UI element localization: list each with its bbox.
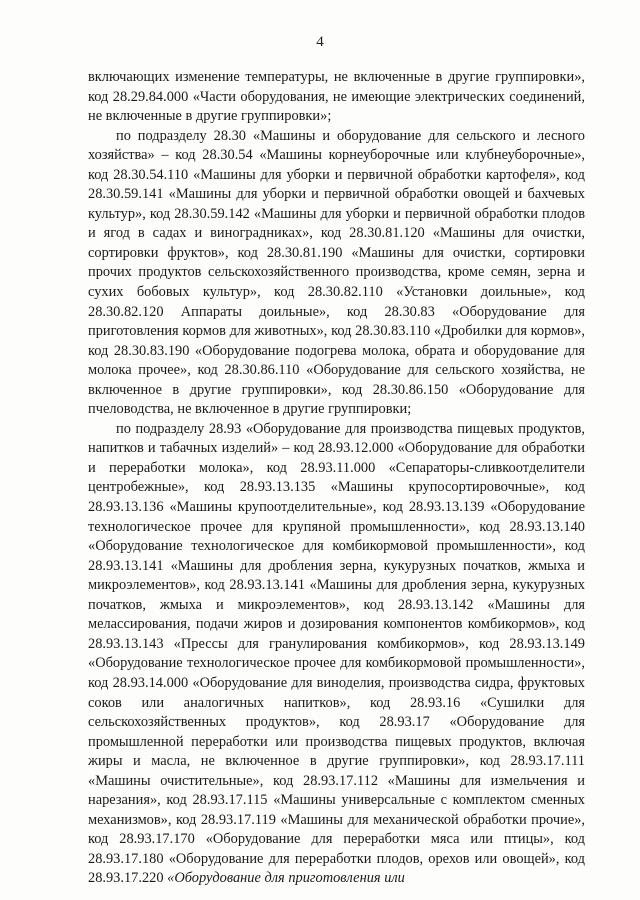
paragraph-subsection-28-93-tail: «Оборудование для приготовления или bbox=[163, 870, 405, 887]
paragraph-continuation: включающих изменение температуры, не включенные в другие группировки», код 28.29.84.000 «Части оборудования, не имеющие электрических соединений, не включенные в другие группировки»; bbox=[88, 69, 585, 125]
paragraph-subsection-28-30: по подразделу 28.30 «Машины и оборудование для сельского и лесного хозяйства» – код 28.30.54 «Машины корнеуборочные или клубнеуборочные», код 28.30.54.110 «Машины для уборки и первичной обработки картофеля», код 28.30.59.141 «Машины для уборки и первичной обработки овощей и бахчевых культур», код 28.30.59.142 «Машины для уборки и первичной обработки плодов и ягод в садах и виноградниках», код 28.30.81.120 «Машины для очистки, сортировки фруктов», код 28.30.81.190 «Машины для очистки, сортировки прочих продуктов сельскохозяйственного производства, кроме семян, зерна и сухих бобовых культур», код 28.30.82.110 «Установки доильные», код 28.30.82.120 Аппараты доильные», код 28.30.83 «Оборудование для приготовления кормов для животных», код 28.30.83.110 «Дробилки для кормов», код 28.30.83.190 «Оборудование подогрева молока, обрата и оборудование для молока прочее», код 28.30.86.110 «Оборудование для сельского хозяйства, не включенное в другие группировки», код 28.30.86.150 «Оборудование для пчеловодства, не включенное в другие группировки; bbox=[88, 127, 585, 418]
document-body bbox=[88, 68, 585, 889]
paragraph-subsection-28-93 bbox=[88, 420, 585, 889]
paragraph-subsection-28-93-text: по подразделу 28.93 «Оборудование для производства пищевых продуктов, напитков и табачных изделий» – код 28.93.12.000 «Оборудование для обработки и переработки молока», код 28.93.11.000 «Сепараторы-сливкоотделители центробежные», код 28.93.13.135 «Машины крупосортировочные», код 28.93.13.136 «Машины крупоотделительные», код 28.93.13.139 «Оборудование технологическое прочее для крупяной промышленности», код 28.93.13.140 «Оборудование технологическое для комбикормовой промышленности», код 28.93.13.141 «Машины для дробления зерна, кукурузных початков, жмыха и микроэлементов», код 28.93.13.141 «Машины для дробления зерна, кукурузных початков, жмыха и микроэлементов», код 28.93.13.142 «Машины для мелассирования, подачи жиров и дозирования компонентов комбикормов», код 28.93.13.143 «Прессы для гранулирования комбикормов», код 28.93.13.149 «Оборудование технологическое прочее для комбикормовой промышленности», код 28.93.14.000 «Оборудование для виноделия, производства сидра, фруктовых соков или аналогичных напитков», код 28.93.16 «Сушилки для сельскохозяйственных продуктов», код 28.93.17 «Оборудование для промышленной переработки или производства пищевых продуктов, включая жиры и масла, не включенное в другие группировки», код 28.93.17.111 «Машины очистительные», код 28.93.17.112 «Машины для измельчения и нарезания», код 28.93.17.115 «Машины универсальные с комплектом сменных механизмов», код 28.93.17.119 «Машины для механической обработки прочие», код 28.93.17.170 «Оборудование для переработки мяса или птицы», код 28.93.17.180 «Оборудование для переработки плодов, орехов или овощей», код 28.93.17.220 bbox=[88, 420, 585, 887]
page-number: 4 bbox=[316, 34, 324, 50]
